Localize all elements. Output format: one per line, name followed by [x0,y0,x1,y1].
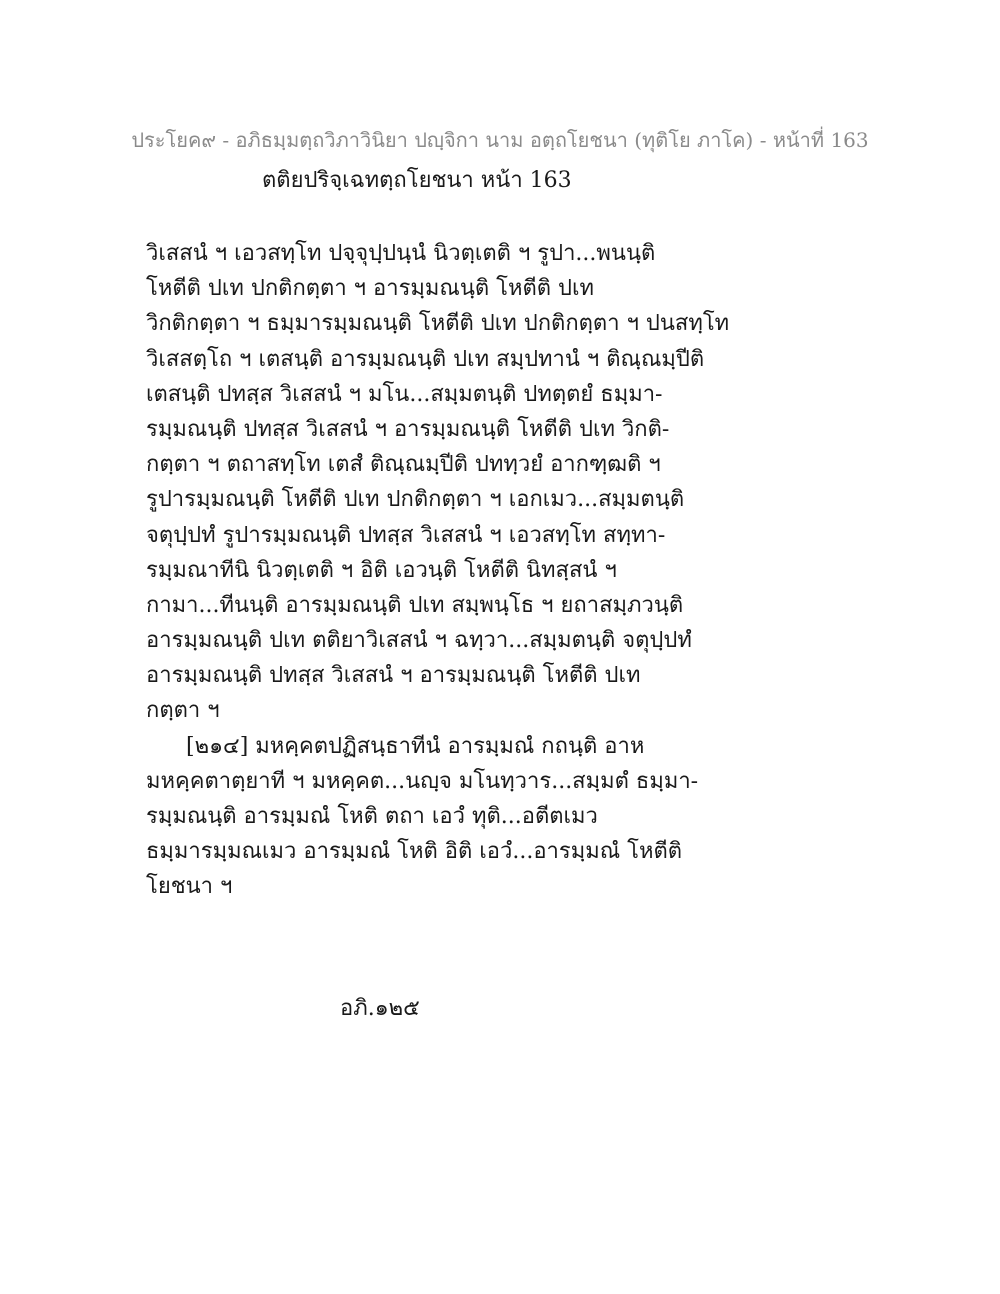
body-line: เตสนฺติ ปทสฺส วิเสสนํ ฯ มโน...สมฺมตนฺติ ปทตฺตยํ ธมฺมา- [146,381,663,407]
body-line: อารมฺมณนฺติ ปเท ตติยาวิเสสนํ ฯ ฉทฺวา...สมฺมตนฺติ จตุปฺปทํ [146,628,692,654]
body-line: กตฺตา ฯ ตถาสทฺโท เตสํ ติณฺณมฺปีติ ปททฺวยํ อากฑฺฒติ ฯ [146,452,661,478]
body-line: รมฺมณนฺติ อารมฺมณํ โหติ ตถา เอวํ ทุติ...อตีตเมว [146,804,598,829]
body-line: รูปารมฺมณนฺติ โหตีติ ปเท ปกติกตฺตา ฯ เอกเมว...สมฺมตนฺติ [146,487,685,513]
section-subtitle: ตติยปริจฺเฉทตฺถโยชนา หน้า 163 [262,168,572,193]
paragraph-start-line: [๒๑๔] มหคฺคตปฏิสนฺธาทีนํ อารมฺมณํ กถนฺติ อาห [186,733,645,759]
body-line: วิเสสตฺโถ ฯ เตสนฺติ อารมฺมณนฺติ ปเท สมฺปทานํ ฯ ติณฺณมฺปีติ [146,346,705,372]
page-reference: อภิ.๑๒๕ [340,996,420,1021]
body-line: กามา...ทีนนฺติ อารมฺมณนฺติ ปเท สมฺพนฺโธ ฯ ยถาสมฺภวนฺติ [146,592,684,618]
body-line: โยชนา ฯ [146,874,233,900]
running-header: ประโยค๙ - อภิธมฺมตฺถวิภาวินิยา ปญฺจิกา นาม อตฺถโยชนา (ทุติโย ภาโค) - หน้าที่ 163 [131,128,869,152]
body-text [146,236,730,905]
body-line: กตฺตา ฯ [146,698,220,724]
body-line: ธมฺมารมฺมณเมว อารมฺมณํ โหติ อิติ เอวํ...อารมฺมณํ โหตีติ [146,839,683,865]
body-line: โหตีติ ปเท ปกติกตฺตา ฯ อารมฺมณนฺติ โหตีติ ปเท [146,276,595,302]
body-line: จตุปฺปทํ รูปารมฺมณนฺติ ปทสฺส วิเสสนํ ฯ เอวสทฺโท สทฺทา- [146,522,666,548]
body-line: วิกติกตฺตา ฯ ธมฺมารมฺมณนฺติ โหตีติ ปเท ปกติกตฺตา ฯ ปนสทฺโท [146,311,730,337]
body-line: รมฺมณาทีนิ นิวตฺเตติ ฯ อิติ เอวนฺติ โหตีติ นิทสฺสนํ ฯ [146,557,617,583]
body-line: มหคฺคตาตฺยาที ฯ มหคฺคต...นญฺจ มโนทฺวาร...สมฺมตํ ธมฺมา- [146,768,699,794]
body-line: รมฺมณนฺติ ปทสฺส วิเสสนํ ฯ อารมฺมณนฺติ โหตีติ ปเท วิกติ- [146,416,670,442]
body-line: วิเสสนํ ฯ เอวสทฺโท ปจฺจุปฺปนฺนํ นิวตฺเตติ ฯ รูปา...พนนฺติ [146,241,656,266]
body-line: อารมฺมณนฺติ ปทสฺส วิเสสนํ ฯ อารมฺมณนฺติ โหตีติ ปเท [146,663,641,689]
